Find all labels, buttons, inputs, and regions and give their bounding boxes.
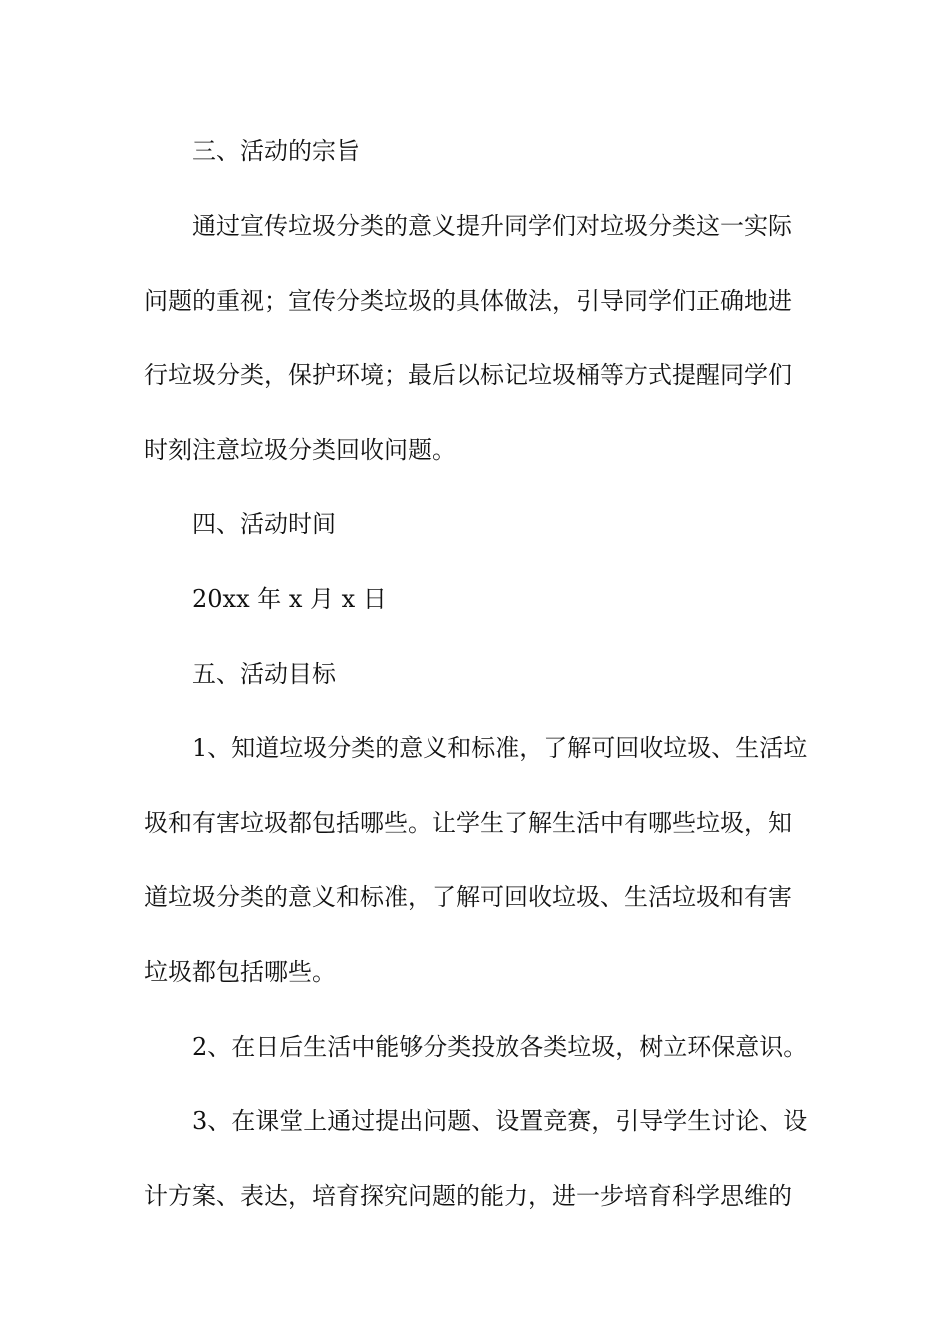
- purpose-paragraph-line-4: 时刻注意垃圾分类回收问题。: [144, 436, 456, 464]
- goal-1-line-1: 1、知道垃圾分类的意义和标准，了解可回收垃圾、生活垃: [192, 734, 808, 762]
- purpose-paragraph-line-3: 行垃圾分类，保护环境；最后以标记垃圾桶等方式提醒同学们: [144, 361, 792, 389]
- goal-3-line-2: 计方案、表达，培育探究问题的能力，进一步培育科学思维的: [144, 1182, 792, 1210]
- purpose-paragraph-line-2: 问题的重视；宣传分类垃圾的具体做法，引导同学们正确地进: [144, 287, 792, 315]
- goal-1-line-4: 垃圾都包括哪些。: [144, 958, 336, 986]
- goal-1-line-2: 圾和有害垃圾都包括哪些。让学生了解生活中有哪些垃圾，知: [144, 809, 792, 837]
- goal-2: 2、在日后生活中能够分类投放各类垃圾，树立环保意识。: [192, 1033, 808, 1061]
- goal-3-line-1: 3、在课堂上通过提出问题、设置竞赛，引导学生讨论、设: [192, 1107, 808, 1135]
- goal-1-line-3: 道垃圾分类的意义和标准，了解可回收垃圾、生活垃圾和有害: [144, 883, 792, 911]
- section-heading-goals: 五、活动目标: [192, 660, 336, 688]
- section-heading-purpose: 三、活动的宗旨: [192, 137, 360, 165]
- purpose-paragraph-line-1: 通过宣传垃圾分类的意义提升同学们对垃圾分类这一实际: [192, 212, 792, 240]
- activity-date: 20xx 年 x 月 x 日: [192, 585, 387, 613]
- section-heading-time: 四、活动时间: [192, 510, 336, 538]
